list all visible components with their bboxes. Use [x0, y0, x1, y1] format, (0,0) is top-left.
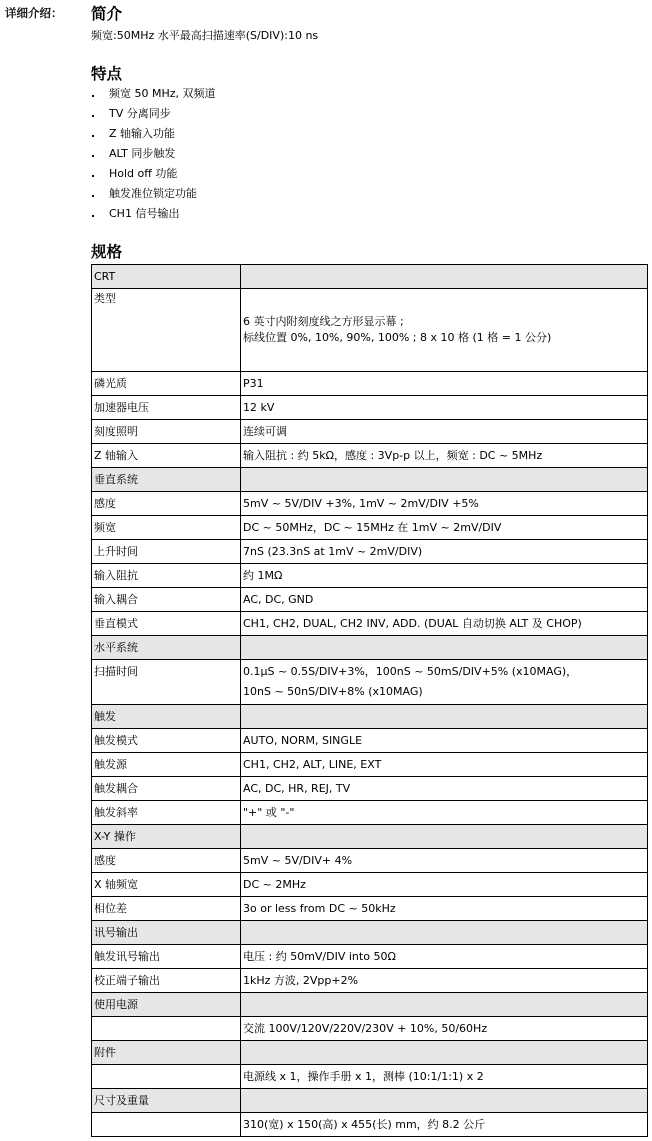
spec-value: AUTO, NORM, SINGLE [241, 729, 648, 753]
bullet-icon: . [91, 187, 96, 200]
spec-section-label: 附件 [92, 1041, 241, 1065]
spec-section-row [92, 993, 648, 1017]
spec-value: 5mV ~ 5V/DIV +3%, 1mV ~ 2mV/DIV +5% [241, 492, 648, 516]
spec-value-line: 0.1μS ~ 0.5S/DIV+3%，100nS ~ 50mS/DIV+5% (x10MAG)， [243, 665, 578, 678]
spec-row [92, 420, 648, 444]
detail-label: 详细介绍： [5, 6, 63, 20]
spec-section-blank [241, 636, 648, 660]
spec-row [92, 660, 648, 705]
spec-value [241, 289, 648, 372]
spec-value: P31 [241, 372, 648, 396]
feature-text: TV 分离同步 [109, 107, 171, 120]
spec-row [92, 729, 648, 753]
spec-section-label: 讯号输出 [92, 921, 241, 945]
spec-value: AC, DC, GND [241, 588, 648, 612]
spec-section-row [92, 468, 648, 492]
spec-row [92, 777, 648, 801]
spec-key: 触发源 [92, 753, 241, 777]
spec-key: 加速器电压 [92, 396, 241, 420]
spec-value: CH1, CH2, ALT, LINE, EXT [241, 753, 648, 777]
spec-key: 刻度照明 [92, 420, 241, 444]
spec-row [92, 849, 648, 873]
spec-row [92, 1113, 648, 1137]
feature-item [91, 185, 216, 205]
spec-section-label: 尺寸及重量 [92, 1089, 241, 1113]
spec-key [92, 1017, 241, 1041]
spec-section-blank [241, 825, 648, 849]
spec-key: 输入耦合 [92, 588, 241, 612]
feature-text: ALT 同步触发 [109, 147, 176, 160]
specs-table [91, 264, 648, 1137]
spec-value: DC ~ 50MHz，DC ~ 15MHz 在 1mV ~ 2mV/DIV [241, 516, 648, 540]
spec-row [92, 564, 648, 588]
spec-key: 触发斜率 [92, 801, 241, 825]
spec-value-line: 标线位置 0%, 10%, 90%, 100% ; 8 x 10 格 (1 格 = 1 公分) [243, 331, 552, 344]
feature-text: Hold off 功能 [109, 167, 178, 180]
spec-key: X 轴频宽 [92, 873, 241, 897]
spec-value: 5mV ~ 5V/DIV+ 4% [241, 849, 648, 873]
spec-section-row [92, 265, 648, 289]
spec-key: 相位差 [92, 897, 241, 921]
spec-key: 触发模式 [92, 729, 241, 753]
feature-text: CH1 信号输出 [109, 207, 180, 220]
spec-row [92, 1065, 648, 1089]
feature-item [91, 165, 216, 185]
spec-value: 12 kV [241, 396, 648, 420]
intro-text: 频宽:50MHz 水平最高扫描速率(S/DIV):10 ns [91, 29, 319, 42]
spec-key: 校正端子输出 [92, 969, 241, 993]
spec-section-row [92, 636, 648, 660]
spec-section-blank [241, 993, 648, 1017]
bullet-icon: . [91, 107, 96, 120]
spec-key: 垂直模式 [92, 612, 241, 636]
spec-row [92, 588, 648, 612]
spec-key: 输入阻抗 [92, 564, 241, 588]
feature-item [91, 125, 216, 145]
spec-section-row [92, 1041, 648, 1065]
feature-item [91, 85, 216, 105]
spec-row [92, 873, 648, 897]
spec-key: 触发耦合 [92, 777, 241, 801]
spec-value: 连续可调 [241, 420, 648, 444]
spec-row [92, 492, 648, 516]
spec-value: DC ~ 2MHz [241, 873, 648, 897]
spec-value: 3o or less from DC ~ 50kHz [241, 897, 648, 921]
feature-text: Z 轴输入功能 [109, 127, 176, 140]
spec-row [92, 540, 648, 564]
spec-row [92, 444, 648, 468]
spec-section-blank [241, 921, 648, 945]
spec-section-label: 触发 [92, 705, 241, 729]
spec-value: AC, DC, HR, REJ, TV [241, 777, 648, 801]
spec-key: 扫描时间 [92, 660, 241, 705]
spec-section-label: 使用电源 [92, 993, 241, 1017]
spec-value: 310(宽) x 150(高) x 455(长) mm，约 8.2 公斤 [241, 1113, 648, 1137]
spec-value: 输入阻抗 : 约 5kΩ，感度 : 3Vp-p 以上，频宽 : DC ~ 5MHz [241, 444, 648, 468]
bullet-icon: . [91, 207, 96, 220]
spec-key: 磷光质 [92, 372, 241, 396]
feature-text: 频宽 50 MHz, 双频道 [109, 87, 216, 100]
spec-section-label: CRT [92, 265, 241, 289]
bullet-icon: . [91, 147, 96, 160]
spec-row [92, 372, 648, 396]
spec-row [92, 1017, 648, 1041]
spec-value: 7nS (23.3nS at 1mV ~ 2mV/DIV) [241, 540, 648, 564]
spec-section-blank [241, 1041, 648, 1065]
spec-row [92, 969, 648, 993]
spec-key: 类型 [92, 289, 241, 372]
spec-value: 1kHz 方波, 2Vpp+2% [241, 969, 648, 993]
spec-row [92, 289, 648, 372]
spec-row [92, 612, 648, 636]
bullet-icon: . [91, 87, 96, 100]
spec-key [92, 1065, 241, 1089]
feature-text: 触发准位锁定功能 [109, 187, 197, 200]
specs-heading: 规格 [91, 243, 123, 261]
spec-value: 约 1MΩ [241, 564, 648, 588]
spec-value: 交流 100V/120V/220V/230V + 10%, 50/60Hz [241, 1017, 648, 1041]
spec-row [92, 753, 648, 777]
spec-section-label: X-Y 操作 [92, 825, 241, 849]
spec-value: 电压 : 约 50mV/DIV into 50Ω [241, 945, 648, 969]
spec-value [241, 660, 648, 705]
spec-section-label: 垂直系统 [92, 468, 241, 492]
features-heading: 特点 [91, 65, 123, 83]
spec-section-blank [241, 265, 648, 289]
spec-row [92, 396, 648, 420]
intro-heading: 简介 [91, 5, 123, 23]
bullet-icon: . [91, 127, 96, 140]
spec-key: Z 轴输入 [92, 444, 241, 468]
spec-section-blank [241, 705, 648, 729]
spec-key: 感度 [92, 492, 241, 516]
spec-section-label: 水平系统 [92, 636, 241, 660]
spec-section-blank [241, 1089, 648, 1113]
feature-item [91, 105, 216, 125]
spec-value-line: 6 英寸内附刻度线之方形显示幕 ; [243, 315, 404, 328]
spec-key: 上升时间 [92, 540, 241, 564]
spec-key [92, 1113, 241, 1137]
spec-row [92, 516, 648, 540]
spec-row [92, 897, 648, 921]
spec-key: 触发讯号输出 [92, 945, 241, 969]
spec-value: CH1, CH2, DUAL, CH2 INV, ADD. (DUAL 自动切换 ALT 及 CHOP) [241, 612, 648, 636]
spec-section-row [92, 705, 648, 729]
spec-value: 电源线 x 1，操作手册 x 1，测棒 (10:1/1:1) x 2 [241, 1065, 648, 1089]
spec-value: "+" 或 "-" [241, 801, 648, 825]
features-list [91, 85, 216, 225]
feature-item [91, 205, 216, 225]
spec-section-blank [241, 468, 648, 492]
spec-row [92, 945, 648, 969]
feature-item [91, 145, 216, 165]
spec-section-row [92, 1089, 648, 1113]
bullet-icon: . [91, 167, 96, 180]
spec-key: 频宽 [92, 516, 241, 540]
spec-key: 感度 [92, 849, 241, 873]
spec-row [92, 801, 648, 825]
spec-section-row [92, 825, 648, 849]
spec-value-line: 10nS ~ 50nS/DIV+8% (x10MAG) [243, 685, 423, 698]
spec-section-row [92, 921, 648, 945]
